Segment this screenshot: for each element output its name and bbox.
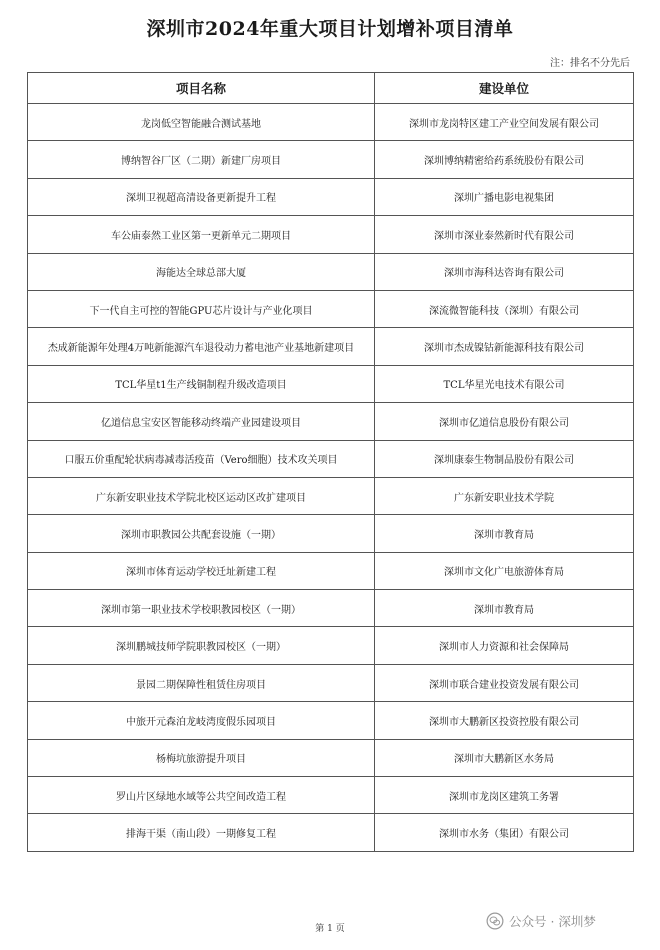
project-name-cell: 龙岗低空智能融合测试基地: [28, 104, 375, 141]
table-row: [28, 627, 634, 664]
project-name-cell: 杰成新能源年处理4万吨新能源汽车退役动力蓄电池产业基地新建项目: [28, 328, 375, 365]
table-row: [28, 552, 634, 589]
builder-cell: 深圳市亿道信息股份有限公司: [375, 403, 634, 440]
table-row: [28, 702, 634, 739]
wechat-icon: [486, 912, 504, 930]
table-row: [28, 777, 634, 814]
builder-cell: 深圳康泰生物制品股份有限公司: [375, 440, 634, 477]
column-header-project-name: 项目名称: [28, 73, 375, 104]
project-name-cell: 中旅开元森泊龙岐湾度假乐园项目: [28, 702, 375, 739]
builder-cell: 深圳广播电影电视集团: [375, 178, 634, 215]
table-row: [28, 178, 634, 215]
builder-cell: 深圳市教育局: [375, 515, 634, 552]
project-name-cell: 排海干渠（南山段）一期修复工程: [28, 814, 375, 851]
watermark: [486, 912, 596, 930]
table-row: [28, 290, 634, 327]
project-name-cell: 博纳智谷厂区（二期）新建厂房项目: [28, 141, 375, 178]
project-name-cell: 深圳市职教园公共配套设施（一期）: [28, 515, 375, 552]
project-name-cell: 深圳市体育运动学校迁址新建工程: [28, 552, 375, 589]
table-row: [28, 328, 634, 365]
page-number: 第 1 页: [315, 924, 345, 934]
table-body: [28, 104, 634, 852]
builder-cell: 深圳博纳精密给药系统股份有限公司: [375, 141, 634, 178]
project-name-cell: TCL华星t1生产线铜制程升级改造项目: [28, 365, 375, 402]
builder-cell: 深圳市海科达咨询有限公司: [375, 253, 634, 290]
project-name-cell: 广东新安职业技术学院北校区运动区改扩建项目: [28, 477, 375, 514]
project-name-cell: 罗山片区绿地水域等公共空间改造工程: [28, 777, 375, 814]
project-name-cell: 口服五价重配轮状病毒减毒活疫苗（Vero细胞）技术攻关项目: [28, 440, 375, 477]
builder-cell: TCL华星光电技术有限公司: [375, 365, 634, 402]
project-name-cell: 深圳鹏城技师学院职教园校区（一期）: [28, 627, 375, 664]
page-title: 深圳市2024年重大项目计划增补项目清单: [146, 18, 514, 40]
table-row: [28, 403, 634, 440]
project-name-cell: 杨梅坑旅游提升项目: [28, 739, 375, 776]
watermark-text: 公众号 · 深圳梦: [509, 914, 596, 929]
builder-cell: 深流微智能科技（深圳）有限公司: [375, 290, 634, 327]
table-row: [28, 440, 634, 477]
builder-cell: 深圳市杰成镍钴新能源科技有限公司: [375, 328, 634, 365]
project-name-cell: 景园二期保障性租赁住房项目: [28, 664, 375, 701]
project-table: [27, 72, 634, 852]
column-header-builder: 建设单位: [375, 73, 634, 104]
builder-cell: 深圳市深业泰然新时代有限公司: [375, 216, 634, 253]
table-row: [28, 365, 634, 402]
builder-cell: 深圳市龙岗特区建工产业空间发展有限公司: [375, 104, 634, 141]
table-row: [28, 590, 634, 627]
table-row: [28, 104, 634, 141]
project-name-cell: 车公庙泰然工业区第一更新单元二期项目: [28, 216, 375, 253]
builder-cell: 广东新安职业技术学院: [375, 477, 634, 514]
table-row: [28, 739, 634, 776]
builder-cell: 深圳市文化广电旅游体育局: [375, 552, 634, 589]
table-row: [28, 216, 634, 253]
builder-cell: 深圳市水务（集团）有限公司: [375, 814, 634, 851]
table-row: [28, 814, 634, 851]
project-name-cell: 深圳卫视超高清设备更新提升工程: [28, 178, 375, 215]
builder-cell: 深圳市人力资源和社会保障局: [375, 627, 634, 664]
table-row: [28, 141, 634, 178]
project-name-cell: 亿道信息宝安区智能移动终端产业园建设项目: [28, 403, 375, 440]
builder-cell: 深圳市大鹏新区水务局: [375, 739, 634, 776]
table-row: [28, 253, 634, 290]
table-row: [28, 515, 634, 552]
table-row: [28, 664, 634, 701]
builder-cell: 深圳市教育局: [375, 590, 634, 627]
builder-cell: 深圳市联合建业投资发展有限公司: [375, 664, 634, 701]
table-row: [28, 477, 634, 514]
project-name-cell: 海能达全球总部大厦: [28, 253, 375, 290]
builder-cell: 深圳市龙岗区建筑工务署: [375, 777, 634, 814]
project-name-cell: 深圳市第一职业技术学校职教园校区（一期）: [28, 590, 375, 627]
ranking-note: 注：排名不分先后: [550, 58, 630, 69]
project-name-cell: 下一代自主可控的智能GPU芯片设计与产业化项目: [28, 290, 375, 327]
builder-cell: 深圳市大鹏新区投资控股有限公司: [375, 702, 634, 739]
table-header-row: [28, 73, 634, 104]
